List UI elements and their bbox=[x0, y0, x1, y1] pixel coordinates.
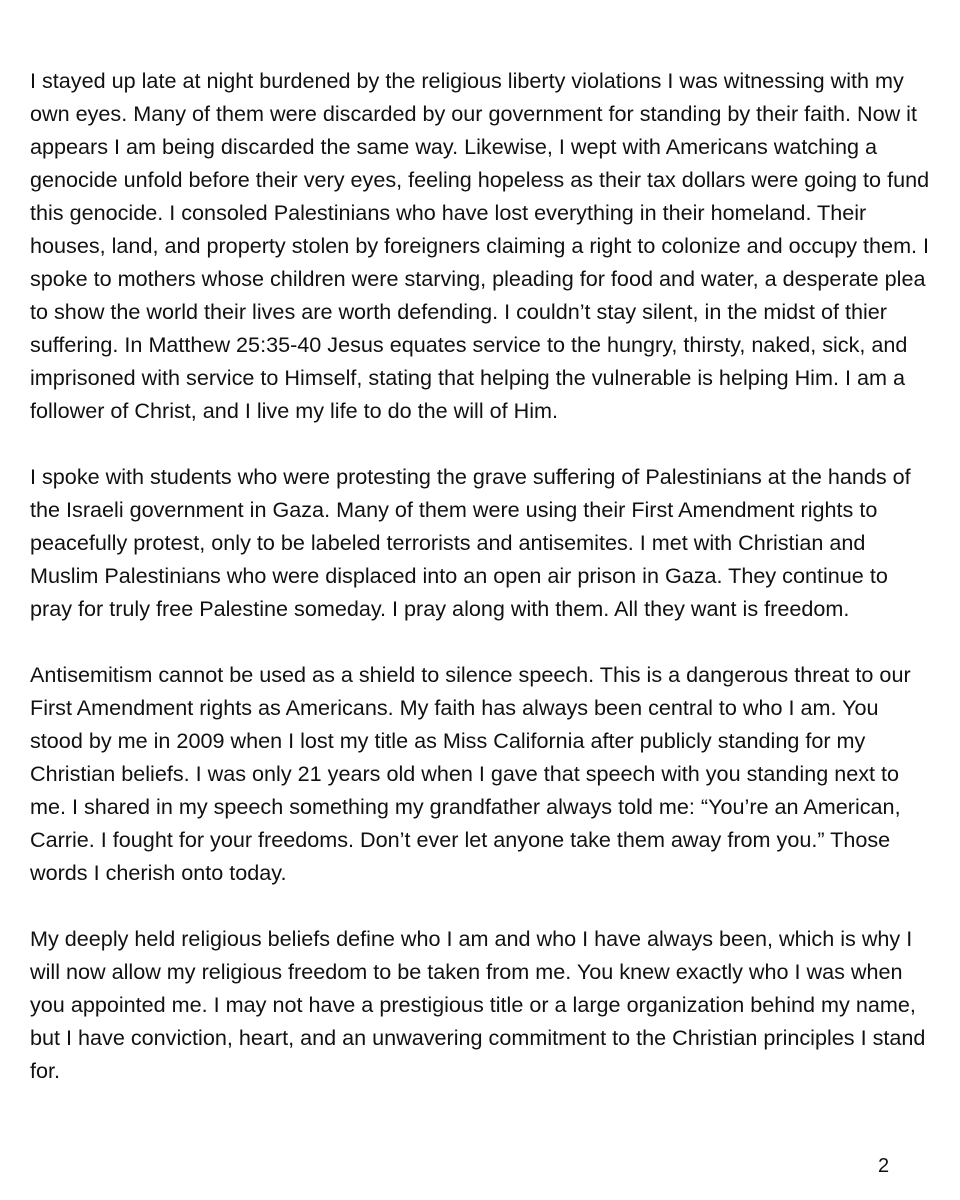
document-page bbox=[30, 64, 934, 1120]
paragraph-2: I spoke with students who were protesting the grave suffering of Palestinians at the hands of the Israeli government in Gaza. Many of them were using their First Amendment rights to peacefully protest, only to be labeled terrorists and antisemites. I met with Christian and Muslim Palestinians who were displaced into an open air prison in Gaza. They continue to pray for truly free Palestine someday. I pray along with them. All they want is freedom. bbox=[30, 464, 911, 621]
paragraph-3: Antisemitism cannot be used as a shield to silence speech. This is a dangerous threat to our First Amendment rights as Americans. My faith has always been central to who I am. You stood by me in 2009 when I lost my title as Miss California after publicly standing for my Christian beliefs. I was only 21 years old when I gave that speech with you standing next to me. I shared in my speech something my grandfather always told me: “You’re an American, Carrie. I fought for your freedoms. Don’t ever let anyone take them away from you.” Those words I cherish onto today. bbox=[30, 662, 911, 885]
paragraph-1: I stayed up late at night burdened by the religious liberty violations I was witnessing with my own eyes. Many of them were discarded by our government for standing by their faith. Now it appears I am being discarded the same way. Likewise, I wept with Americans watching a genocide unfold before their very eyes, feeling hopeless as their tax dollars were going to fund this genocide. I consoled Palestinians who have lost everything in their homeland. Their houses, land, and property stolen by foreigners claiming a right to colonize and occupy them. I spoke to mothers whose children were starving, pleading for food and water, a desperate plea to show the world their lives are worth defending. I couldn’t stay silent, in the midst of thier suffering. In Matthew 25:35-40 Jesus equates service to the hungry, thirsty, naked, sick, and imprisoned with service to Himself, stating that helping the vulnerable is helping Him. I am a follower of Christ, and I live my life to do the will of Him. bbox=[30, 68, 930, 423]
paragraph-4: My deeply held religious beliefs define who I am and who I have always been, which is why I will now allow my religious freedom to be taken from me. You knew exactly who I was when you appointed me. I may not have a prestigious title or a large organization behind my name, but I have conviction, heart, and an unwavering commitment to the Christian principles I stand for. bbox=[30, 926, 926, 1083]
page-number: 2 bbox=[878, 1155, 890, 1177]
